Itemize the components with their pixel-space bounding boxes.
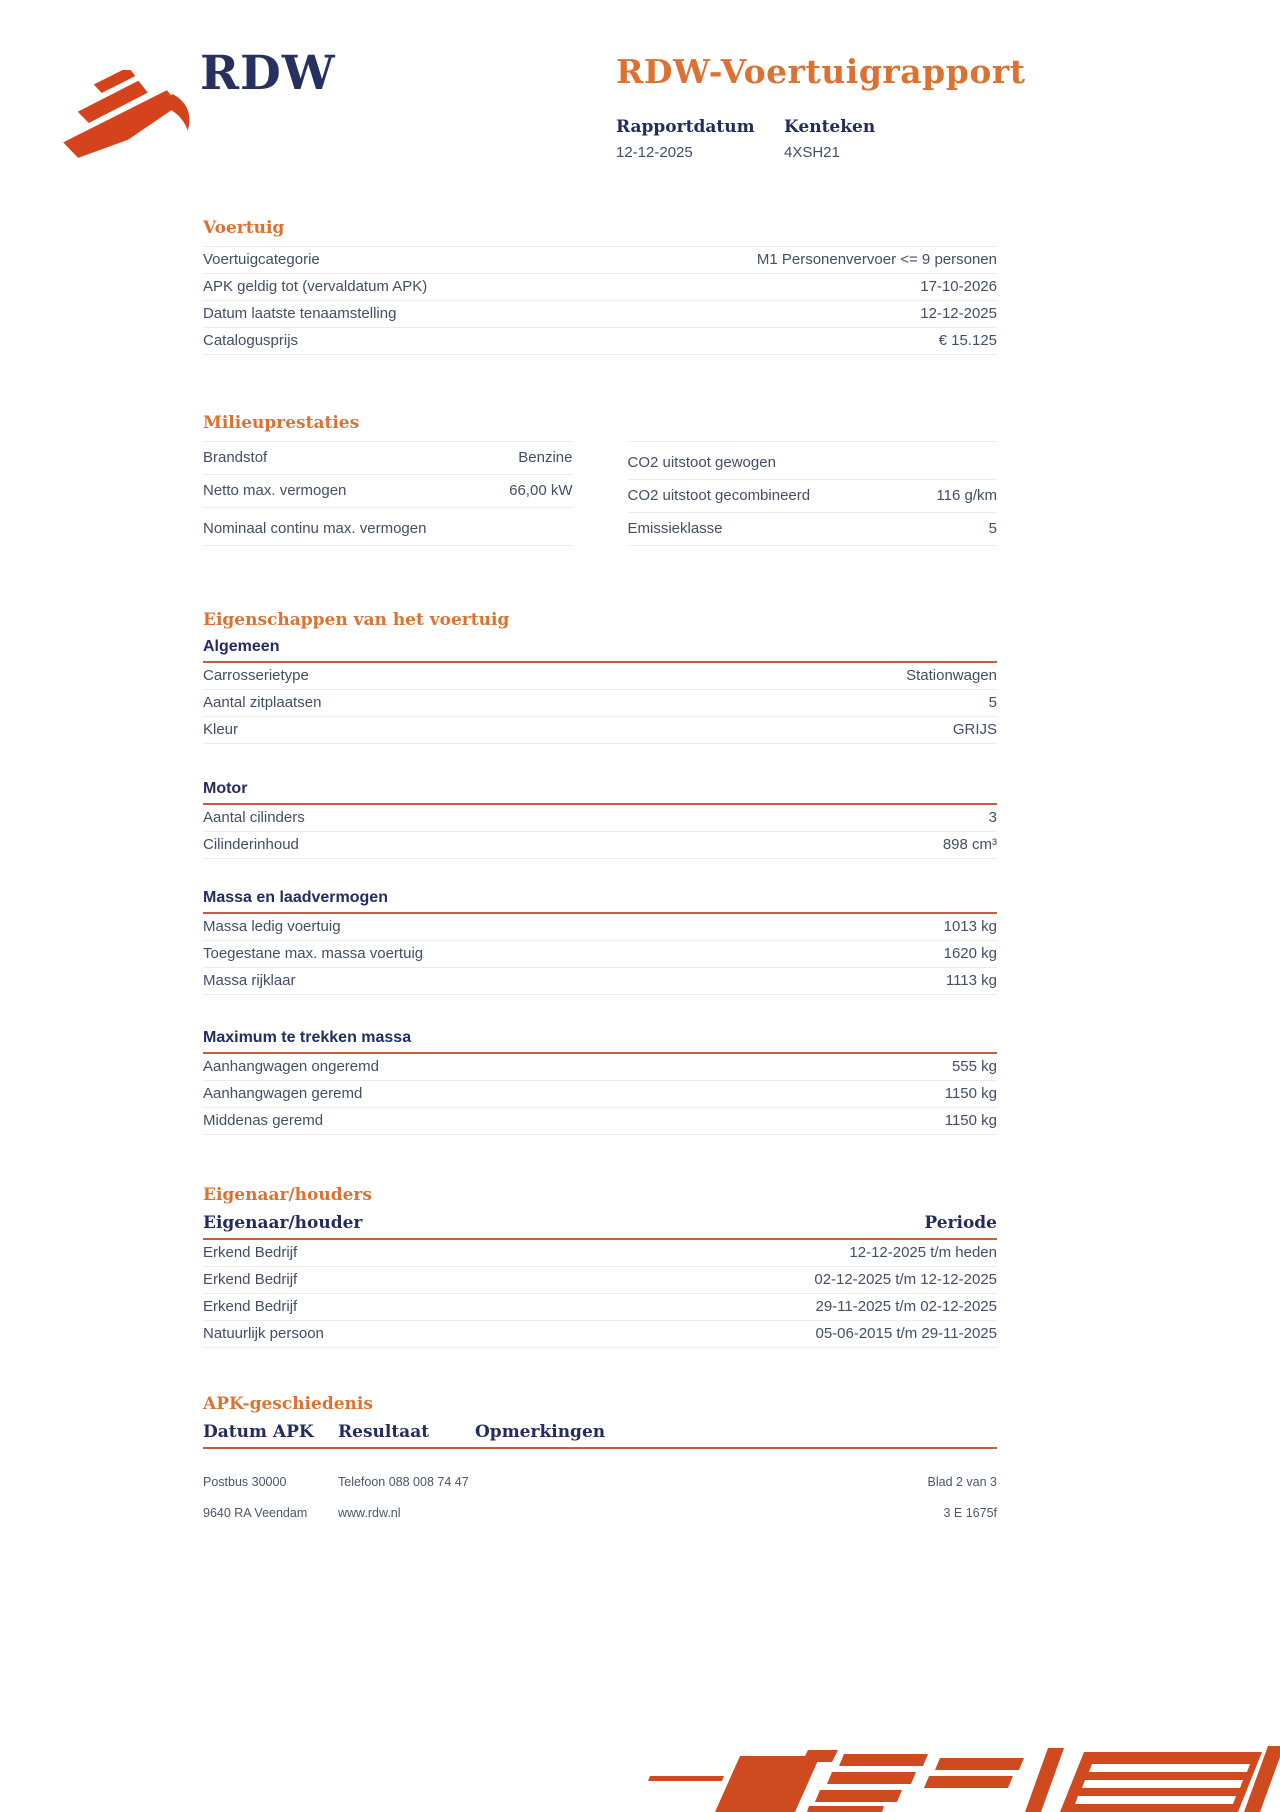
table-row	[203, 475, 573, 508]
table-row	[203, 1321, 997, 1348]
footer-form-code: 3 E 1675f	[943, 1506, 997, 1520]
table-row	[203, 1108, 997, 1135]
license-plate-label: Kenteken	[784, 117, 876, 137]
row-value: 116 g/km	[936, 487, 997, 504]
milieu-left-column	[203, 441, 573, 546]
row-label: Aantal cilinders	[203, 809, 305, 826]
owner-period: 05-06-2015 t/m 29-11-2025	[815, 1325, 997, 1342]
row-label: Cilinderinhoud	[203, 836, 299, 853]
table-row	[203, 1081, 997, 1108]
report-date-label: Rapportdatum	[616, 117, 755, 137]
section-title: Milieuprestaties	[203, 413, 360, 433]
owner-column-header: Eigenaar/houder	[203, 1213, 363, 1233]
apk-date-column-header: Datum APK	[203, 1422, 314, 1442]
row-label: Aanhangwagen ongeremd	[203, 1058, 379, 1075]
row-value: 66,00 kW	[509, 482, 573, 499]
section-eigenschappen	[203, 610, 997, 1135]
page-title: RDW-Voertuigrapport	[616, 52, 1026, 91]
row-value: 1150 kg	[944, 1112, 997, 1129]
table-row	[203, 941, 997, 968]
row-value: 5	[988, 520, 997, 537]
table-row	[203, 968, 997, 995]
row-value: 5	[988, 694, 997, 711]
row-value: 12-12-2025	[920, 305, 997, 322]
row-value: Benzine	[518, 449, 573, 466]
subsection-title: Massa en laadvermogen	[203, 889, 997, 914]
table-row	[203, 1267, 997, 1294]
table-row	[628, 513, 998, 546]
subsection-title: Maximum te trekken massa	[203, 1029, 997, 1054]
row-label: CO2 uitstoot gecombineerd	[627, 487, 811, 504]
section-voertuig	[203, 218, 997, 355]
owner-period: 12-12-2025 t/m heden	[849, 1244, 997, 1261]
row-label: Voertuigcategorie	[203, 251, 320, 268]
row-value: Stationwagen	[906, 667, 997, 684]
license-plate-block	[784, 117, 952, 161]
owner-name: Natuurlijk persoon	[203, 1325, 324, 1342]
table-row	[203, 717, 997, 744]
row-label: Massa ledig voertuig	[203, 918, 341, 935]
row-label: Brandstof	[203, 449, 268, 466]
section-title: APK-geschiedenis	[203, 1394, 373, 1414]
section-title: Eigenschappen van het voertuig	[203, 610, 510, 630]
owner-period: 02-12-2025 t/m 12-12-2025	[814, 1271, 997, 1288]
row-value: 3	[988, 809, 997, 826]
report-content	[203, 218, 997, 1537]
footer-po-box: Postbus 30000	[203, 1475, 287, 1489]
table-row	[203, 690, 997, 717]
subsection-motor	[203, 780, 997, 859]
table-row	[203, 805, 997, 832]
table-row	[203, 1240, 997, 1267]
eigenaars-table-header	[203, 1213, 997, 1240]
owner-name: Erkend Bedrijf	[203, 1298, 298, 1315]
section-title: Voertuig	[203, 218, 285, 238]
row-label: Toegestane max. massa voertuig	[203, 945, 424, 962]
row-label: Emissieklasse	[627, 520, 723, 537]
rdw-logo	[52, 40, 352, 165]
subsection-massa	[203, 889, 997, 995]
row-label: Aanhangwagen geremd	[203, 1085, 363, 1102]
apk-result-column-header: Resultaat	[338, 1422, 430, 1442]
table-row	[203, 1294, 997, 1321]
subsection-title: Algemeen	[203, 638, 997, 663]
row-label: Middenas geremd	[203, 1112, 324, 1129]
footer-line	[203, 1506, 997, 1520]
voertuig-table	[203, 246, 997, 355]
row-value	[561, 515, 573, 533]
row-value	[985, 449, 997, 467]
table-row	[203, 247, 997, 274]
row-value: 555 kg	[951, 1058, 997, 1075]
subsection-title: Motor	[203, 780, 997, 805]
footer-page-number: Blad 2 van 3	[927, 1475, 997, 1489]
footer-line	[203, 1475, 997, 1489]
section-apk-geschiedenis	[203, 1394, 997, 1449]
table-row	[203, 1054, 997, 1081]
table-row	[628, 480, 998, 513]
row-value: GRIJS	[952, 721, 997, 738]
row-label: Nominaal continu max. vermogen	[203, 520, 427, 537]
owner-name: Erkend Bedrijf	[203, 1271, 298, 1288]
apk-remarks-column-header: Opmerkingen	[475, 1422, 606, 1442]
section-milieuprestaties	[203, 413, 997, 546]
page-footer	[203, 1475, 997, 1520]
row-label: Datum laatste tenaamstelling	[203, 305, 397, 322]
row-label: Netto max. vermogen	[203, 482, 347, 499]
report-date-value: 12-12-2025	[616, 144, 693, 161]
table-row	[203, 301, 997, 328]
row-value: 1013 kg	[943, 918, 997, 935]
period-column-header: Periode	[924, 1213, 997, 1233]
table-row	[203, 328, 997, 355]
footer-phone: Telefoon 088 008 74 47	[338, 1475, 469, 1489]
report-meta	[616, 117, 952, 161]
section-eigenaars	[203, 1185, 997, 1348]
rdw-logo-text: RDW	[200, 46, 336, 101]
footer-website: www.rdw.nl	[338, 1506, 401, 1520]
table-row	[203, 832, 997, 859]
table-row	[203, 914, 997, 941]
row-label: Aantal zitplaatsen	[203, 694, 322, 711]
row-value: M1 Personenvervoer <= 9 personen	[756, 251, 997, 268]
section-title: Eigenaar/houders	[203, 1185, 372, 1205]
row-label: Carrosserietype	[203, 667, 309, 684]
row-value: 1150 kg	[944, 1085, 997, 1102]
table-row	[203, 442, 573, 475]
owner-period: 29-11-2025 t/m 02-12-2025	[815, 1298, 997, 1315]
license-plate-value: 4XSH21	[784, 144, 840, 161]
table-row	[203, 274, 997, 301]
subsection-trekken	[203, 1029, 997, 1135]
row-value: 898 cm³	[942, 836, 997, 853]
row-value: 1113 kg	[945, 972, 997, 989]
owner-name: Erkend Bedrijf	[203, 1244, 298, 1261]
footer-decoration-graphic	[632, 1740, 1280, 1812]
subsection-algemeen	[203, 638, 997, 744]
row-value: 17-10-2026	[920, 278, 997, 295]
report-date-block	[616, 117, 784, 161]
row-label: Kleur	[203, 721, 239, 738]
row-label: APK geldig tot (vervaldatum APK)	[203, 278, 428, 295]
rdw-logo-flame-icon	[54, 70, 202, 162]
milieu-table	[203, 441, 997, 546]
table-row	[203, 508, 573, 546]
milieu-right-column	[628, 441, 998, 546]
row-label: Massa rijklaar	[203, 972, 296, 989]
footer-city: 9640 RA Veendam	[203, 1506, 308, 1520]
table-row	[628, 442, 998, 480]
apk-table-header	[203, 1422, 997, 1449]
table-row	[203, 663, 997, 690]
row-label: Catalogusprijs	[203, 332, 299, 349]
row-value: 1620 kg	[943, 945, 997, 962]
row-label: CO2 uitstoot gewogen	[627, 454, 776, 471]
row-value: € 15.125	[938, 332, 997, 349]
